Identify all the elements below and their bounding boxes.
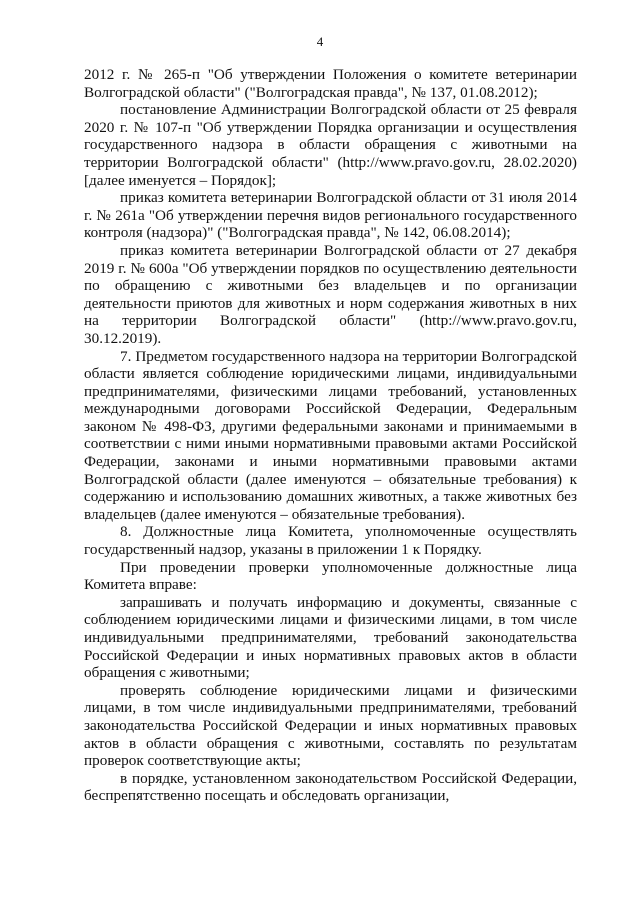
page-number: 4 — [316, 34, 324, 49]
paragraph-8: запрашивать и получать информацию и документы, связанные с соблюдением юридическими лицами и физическими лицами, в том числе индивидуальными предпринимателями, требований законодательства Российской Федерации и иных нормативных правовых актов в области обращения с животными; — [84, 593, 577, 682]
document-body — [84, 66, 577, 805]
paragraph-7: При проведении проверки уполномоченные должностные лица Комитета вправе: — [84, 558, 577, 594]
paragraph-5: 7. Предметом государственного надзора на территории Волгоградской области является соблюдение юридическими лицами, индивидуальными предпринимателями, физическими лицами требований, установленных международными договорами Российской Федерации, Федеральным законом № 498-ФЗ, другими федеральными законами и принимаемыми в соответствии с ними иными нормативными правовыми актами Российской Федерации, законами и иными нормативными правовыми актами Волгоградской области (далее именуются – обязательные требования) к содержанию и использованию домашних животных, а также животных без владельцев (далее именуются – обязательные требования). — [84, 347, 577, 523]
paragraph-3: приказ комитета ветеринарии Волгоградской области от 31 июля 2014 г. № 261а "Об утверждении перечня видов регионального государственного контроля (надзора)" ("Волгоградская правда", № 142, 06.08.2014); — [84, 189, 577, 242]
paragraph-10: в порядке, установленном законодательством Российской Федерации, беспрепятственно посещать и обследовать организации, — [84, 769, 577, 805]
paragraph-6: 8. Должностные лица Комитета, уполномоченные осуществлять государственный надзор, указаны в приложении 1 к Порядку. — [84, 523, 577, 559]
paragraph-1: 2012 г. № 265-п "Об утверждении Положения о комитете ветеринарии Волгоградской области" ("Волгоградская правда", № 137, 01.08.2012); — [84, 66, 577, 101]
paragraph-2: постановление Администрации Волгоградской области от 25 февраля 2020 г. № 107-п "Об утверждении Порядка организации и осуществления государственного надзора в области обращения с животными на территории Волгоградской области" (http://www.pravo.gov.ru, 28.02.2020) [далее именуется – Порядок]; — [84, 101, 577, 189]
paragraph-9: проверять соблюдение юридическими лицами и физическими лицами, в том числе индивидуальными предпринимателями, требований законодательства Российской Федерации и иных нормативных правовых актов в области обращения с животными, составлять по результатам проверок соответствующие акты; — [84, 681, 577, 770]
paragraph-4: приказ комитета ветеринарии Волгоградской области от 27 декабря 2019 г. № 600а "Об утверждении порядков по осуществлению деятельности по обращению с животными без владельцев и по организации деятельности приютов для животных и норм содержания животных в них на территории Волгоградской области" (http://www.pravo.gov.ru, 30.12.2019). — [84, 241, 577, 347]
